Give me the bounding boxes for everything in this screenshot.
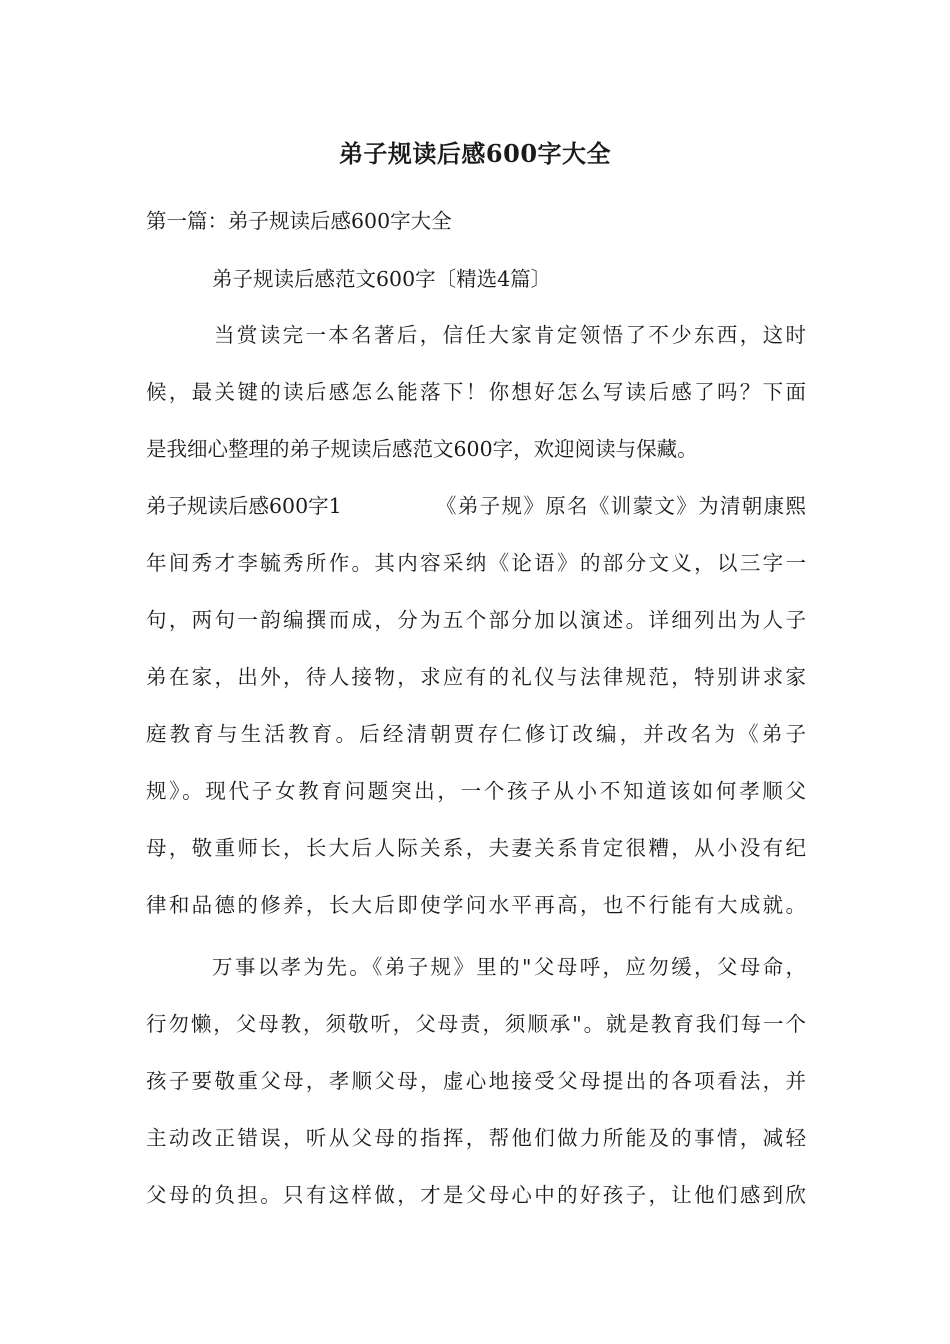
paragraph-line: 律和品德的修养，长大后即使学问水平再高，也不行能有大成就。 [146, 893, 806, 917]
section-heading: 第一篇：弟子规读后感600字大全 [146, 209, 452, 233]
essay-label: 弟子规读后感600字1 [146, 494, 342, 518]
intro-line: 当赏读完一本名著后，信任大家肯定领悟了不少东西，这时 [214, 323, 806, 347]
paragraph-line: 年间秀才李毓秀所作。其内容采纳《论语》的部分文义，以三字一 [146, 551, 806, 575]
paragraph-line: 《弟子规》原名《训蒙文》为清朝康熙 [436, 494, 806, 518]
intro-line: 是我细心整理的弟子规读后感范文600字，欢迎阅读与保藏。 [146, 437, 698, 461]
paragraph-line: 主动改正错误，听从父母的指挥，帮他们做力所能及的事情，减轻 [146, 1126, 806, 1150]
paragraph-line: 父母的负担。只有这样做，才是父母心中的好孩子，让他们感到欣 [146, 1183, 806, 1207]
paragraph-line: 规》。现代子女教育问题突出，一个孩子从小不知道该如何孝顺父 [146, 779, 806, 803]
paragraph-line: 句，两句一韵编撰而成，分为五个部分加以演述。详细列出为人子 [146, 608, 806, 632]
paragraph-line: 孩子要敬重父母，孝顺父母，虚心地接受父母提出的各项看法，并 [146, 1069, 806, 1093]
paragraph-line: 行勿懒，父母教，须敬听，父母责，须顺承"。就是教育我们每一个 [146, 1012, 806, 1036]
paragraph-line: 弟在家，出外，待人接物，求应有的礼仪与法律规范，特别讲求家 [146, 665, 806, 689]
intro-line: 候，最关键的读后感怎么能落下！你想好怎么写读后感了吗？下面 [146, 380, 806, 404]
subheading: 弟子规读后感范文600字〔精选4篇〕 [212, 267, 552, 291]
paragraph-line: 万事以孝为先。《弟子规》里的"父母呼，应勿缓，父母命， [212, 955, 806, 979]
document-title: 弟子规读后感600字大全 [338, 139, 612, 168]
paragraph-line: 庭教育与生活教育。后经清朝贾存仁修订改编，并改名为《弟子 [146, 722, 806, 746]
paragraph-line: 母，敬重师长，长大后人际关系，夫妻关系肯定很糟，从小没有纪 [146, 836, 806, 860]
